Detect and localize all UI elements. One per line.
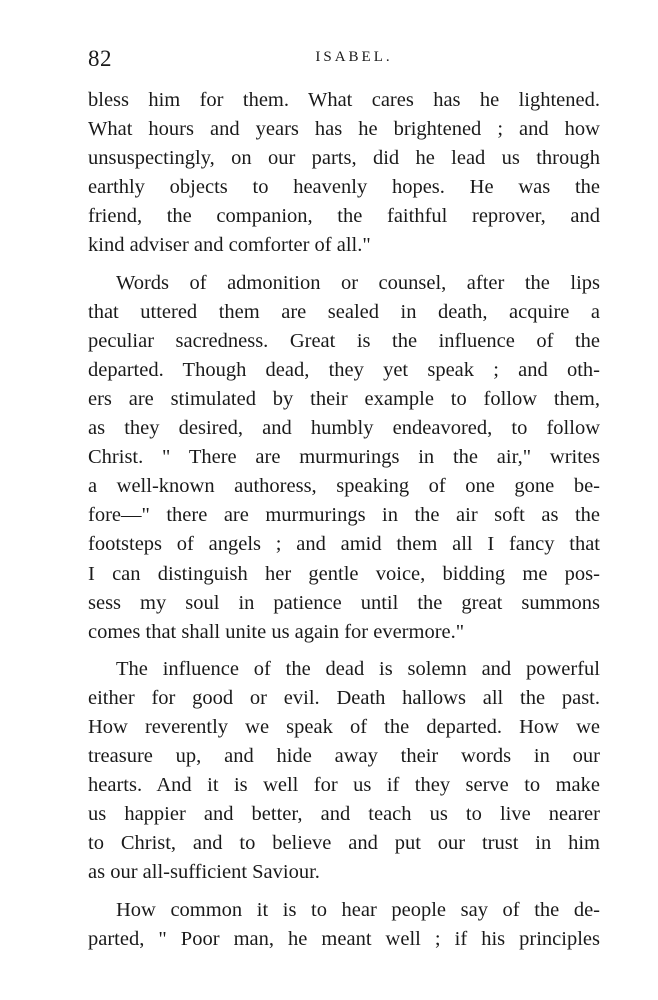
text-line: hearts. And it is well for us if they serve to make: [88, 774, 600, 797]
text-line: as they desired, and humbly endeavored, to follow: [88, 417, 600, 440]
body-text: [88, 86, 600, 954]
page-header: [88, 40, 600, 76]
text-line: earthly objects to heavenly hopes. He was the: [88, 176, 600, 199]
text-line: comes that shall unite us again for evermore.": [88, 620, 465, 643]
text-line: ers are stimulated by their example to follow them,: [88, 387, 600, 410]
text-line: either for good or evil. Death hallows all the past.: [88, 686, 600, 709]
text-line: How common it is to hear people say of the de-: [116, 898, 600, 921]
running-head: ISABEL.: [315, 49, 393, 65]
text-line: I can distinguish her gentle voice, bidding me pos-: [88, 562, 600, 585]
page-number: 82: [88, 46, 112, 71]
text-line: What hours and years has he brightened ; and how: [88, 118, 600, 141]
text-line: Words of admonition or counsel, after the lips: [116, 271, 600, 294]
text-line: parted, " Poor man, he meant well ; if his principles: [88, 927, 600, 950]
text-line: kind adviser and comforter of all.": [88, 234, 371, 257]
text-line: unsuspectingly, on our parts, did he lead us through: [88, 147, 600, 170]
text-line: Christ. " There are murmurings in the air," writes: [88, 446, 600, 469]
text-line: to Christ, and to believe and put our trust in him: [88, 832, 600, 855]
paragraph-4: [88, 896, 600, 954]
text-line: as our all-sufficient Saviour.: [88, 861, 320, 884]
text-line: sess my soul in patience until the great summons: [88, 591, 600, 614]
text-line: footsteps of angels ; and amid them all I fancy that: [88, 533, 600, 556]
text-line: us happier and better, and teach us to live nearer: [88, 803, 600, 826]
text-line: How reverently we speak of the departed. How we: [88, 715, 600, 738]
book-page: [88, 40, 600, 962]
text-line: peculiar sacredness. Great is the influence of the: [88, 329, 600, 352]
text-line: departed. Though dead, they yet speak ; and oth-: [88, 358, 600, 381]
text-line: The influence of the dead is solemn and powerful: [116, 657, 600, 680]
text-line: bless him for them. What cares has he lightened.: [88, 89, 600, 111]
paragraph-2: [88, 269, 600, 647]
text-line: friend, the companion, the faithful reprover, and: [88, 205, 600, 228]
text-line: treasure up, and hide away their words in our: [88, 745, 600, 768]
text-line: fore—" there are murmurings in the air soft as the: [88, 504, 600, 527]
paragraph-1: [88, 86, 600, 261]
paragraph-3: [88, 655, 600, 888]
text-line: that uttered them are sealed in death, acquire a: [88, 300, 600, 323]
text-line: a well-known authoress, speaking of one gone be-: [88, 475, 600, 498]
